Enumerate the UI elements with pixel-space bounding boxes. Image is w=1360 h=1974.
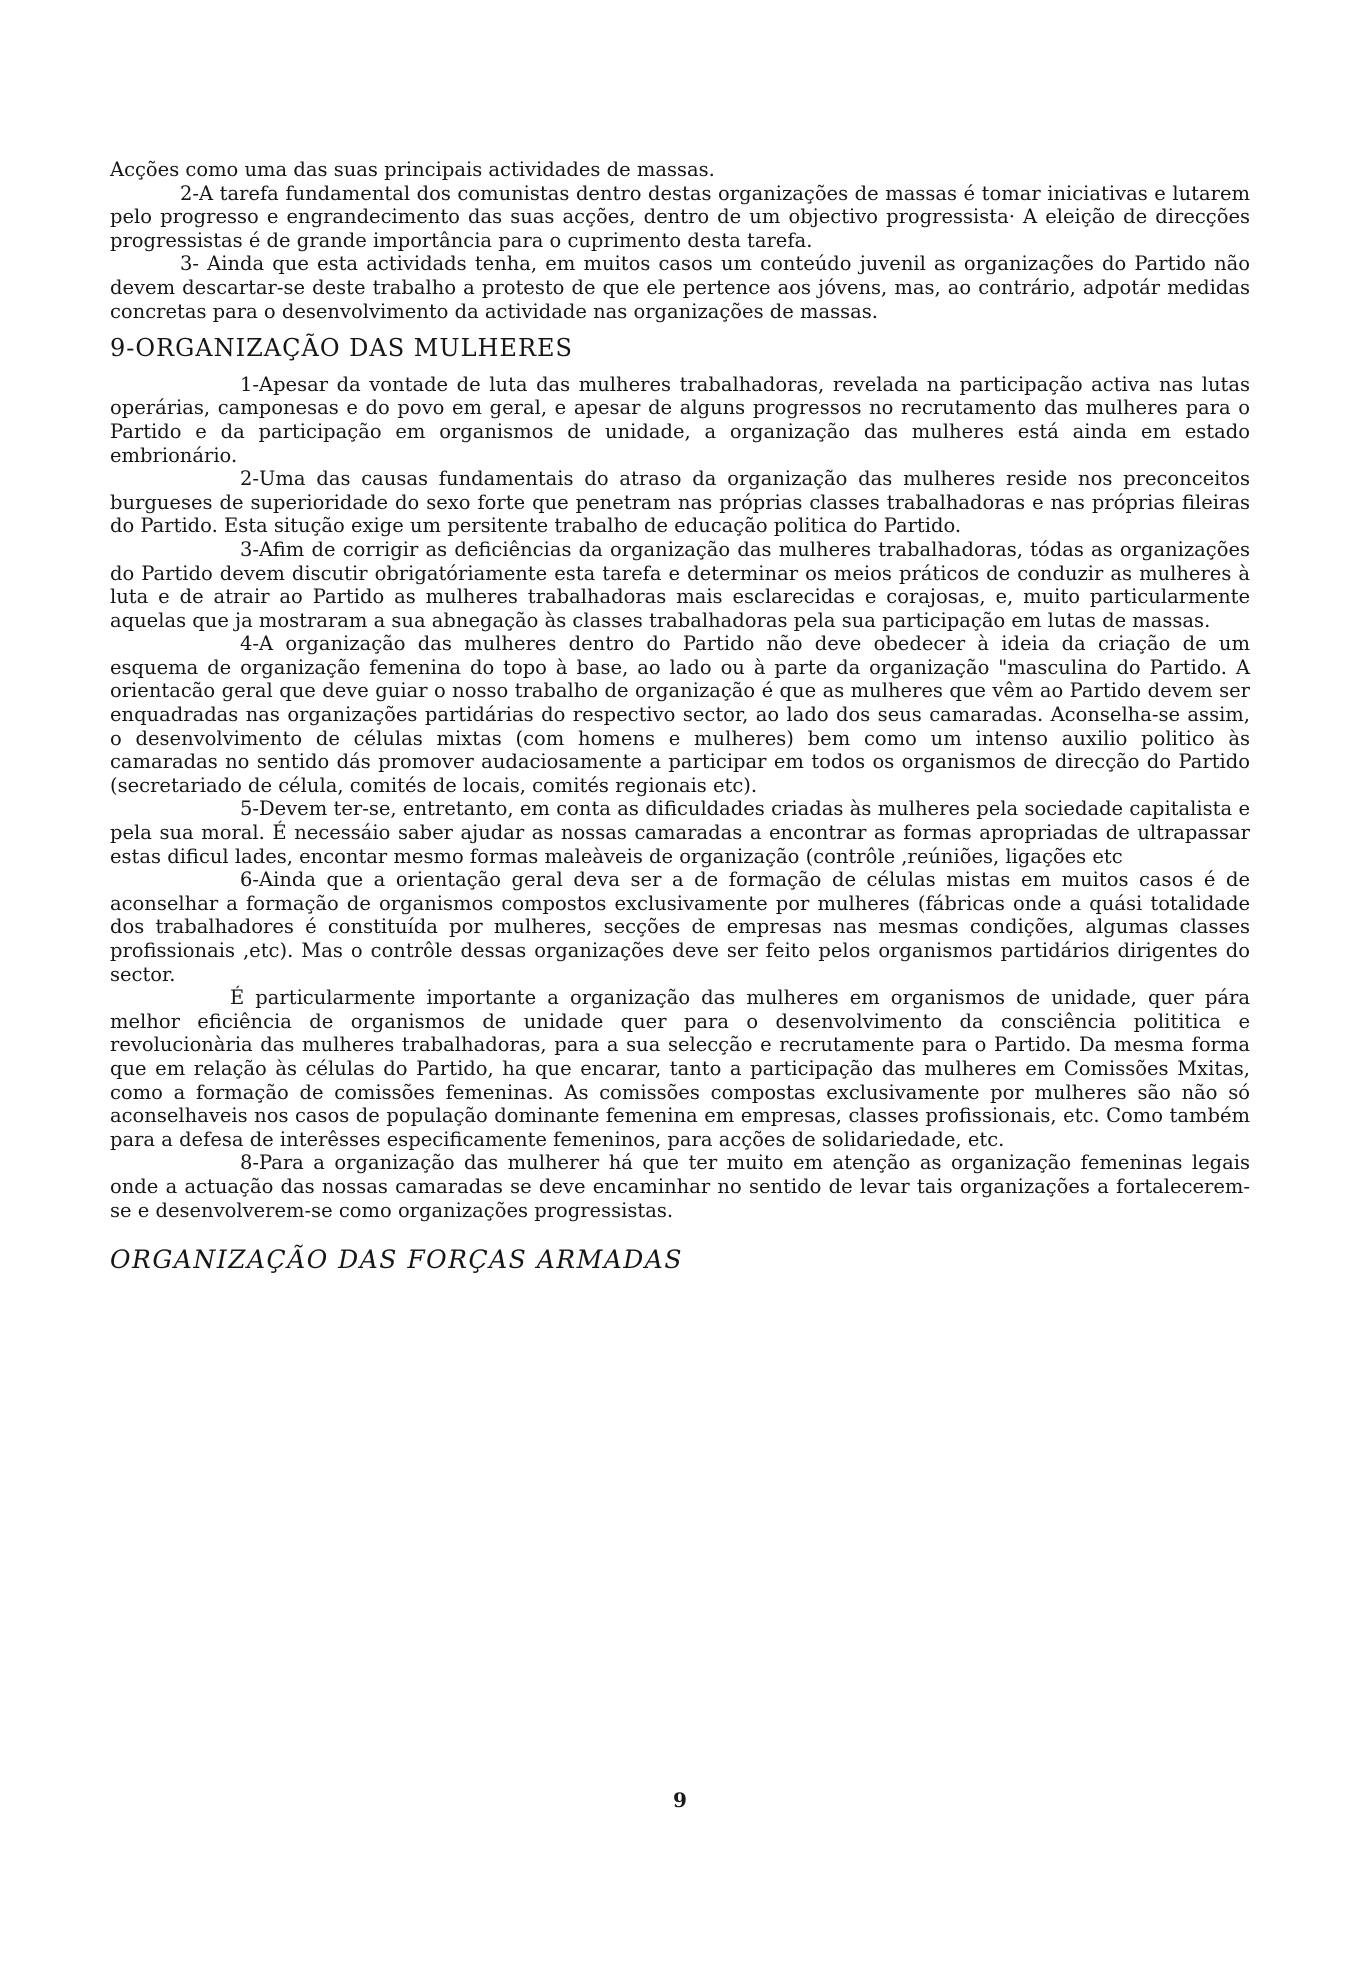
section-heading-women: 9-ORGANIZAÇÃO DAS MULHERES [110,334,573,363]
paragraph-women-5: 5-Devem ter-se, entretanto, em conta as dificuldades criadas às mulheres pela sociedade capitalista e pela sua moral. É necessáio saber ajudar as nossas camaradas a encontrar as formas apropriadas de ultrapassar estas dificul lades, encontar mesmo formas maleàveis de organização (contrôle ,reúniões, ligações etc [110,797,1250,868]
paragraph-women-8: 8-Para a organização das mulherer há que ter muito em atenção as organização femeninas legais onde a actuação das nossas camaradas se deve encaminhar no sentido de levar tais organizações a fortalecerem-se e desenvolverem-se como organizações progressistas. [110,1151,1250,1222]
paragraph-women-1: 1-Apesar da vontade de luta das mulheres trabalhadoras, revelada na participação activa nas lutas operárias, camponesas e do povo em geral, e apesar de alguns progressos no recrutamento das mulheres para o Partido e da participação em organismos de unidade, a organização das mulheres está ainda em estado embrionário. [110,372,1250,467]
paragraph-women-6: 6-Ainda que a orientação geral deva ser a de formação de células mistas em muitos casos é de aconselhar a formação de organismos compostos exclusivamente por mulheres (fábricas onde a quási totalidade dos trabalhadores é constituída por mulheres, secções de empresas nas mesmas condições, algumas classes profissionais ,etc). Mas o contrôle dessas organizações deve ser feito pelos organismos partidários dirigentes do sector. [110,868,1250,986]
page-number: 9 [673,1788,687,1812]
document-page [110,158,1250,1284]
paragraph-women-3: 3-Afim de corrigir as deficiências da organização das mulheres trabalhadoras, tódas as organizações do Partido devem discutir obrigatóriamente esta tarefa e determinar os meios práticos de conduzir as mulheres à luta e de atrair ao Partido as mulheres trabalhadoras mais esclarecidas e corajosas, e, muito particularmente aquelas que ja mostraram a sua abnegação às classes trabalhadoras pela sua participação em lutas de massas. [110,537,1250,632]
paragraph-intro-2: 2-A tarefa fundamental dos comunistas dentro destas organizações de massas é tomar iniciativas e lutarem pelo progresso e engrandecimento das suas acções, dentro de um objectivo progressista· A eleição de direcções progressistas é de grande importância para o cuprimento desta tarefa. [110,181,1250,252]
paragraph-women-2: 2-Uma das causas fundamentais do atraso da organização das mulheres reside nos preconceitos burgueses de superioridade do sexo forte que penetram nas próprias classes trabalhadoras e nas próprias fileiras do Partido. Esta situção exige um persitente trabalho de educação politica do Partido. [110,467,1250,538]
paragraph-women-4: 4-A organização das mulheres dentro do Partido não deve obedecer à ideia da criação de um esquema de organização femenina do topo à base, ao lado ou à parte da organização "masculina do Partido. A orientacão geral que deve guiar o nosso trabalho de organização é que as mulheres que vêm ao Partido devem ser enquadradas nas organizações partidárias do respectivo sector, ao lado dos seus camaradas. Aconselha-se assim, o desenvolvimento de células mixtas (com homens e mulheres) bem como um intenso auxilio politico às camaradas no sentido dás promover audaciosamente a participar em todos os organismos de direcção do Partido (secretariado de célula, comités de locais, comités regionais etc). [110,632,1250,797]
section-heading-armed-forces: ORGANIZAÇÃO DAS FORÇAS ARMADAS [110,1245,683,1275]
paragraph-women-7: É particularmente importante a organização das mulheres em organismos de unidade, quer pára melhor eficiência de organismos de unidade quer para o desenvolvimento da consciência polititica e revolucionària das mulheres trabalhadoras, para a sua selecção e recrutamente para o Partido. Da mesma forma que em relação às células do Partido, ha que encarar, tanto a participação das mulheres em Comissões Mxitas, como a formação de comissões femeninas. As comissões compostas exclusivamente por mulheres são não só aconselhaveis nos casos de população dominante femenina em empresas, classes profissionais, etc. Como também para a defesa de interêsses especificamente femeninos, para acções de solidariedade, etc. [110,986,1250,1151]
paragraph-intro-3: 3- Ainda que esta actividads tenha, em muitos casos um conteúdo juvenil as organizações do Partido não devem descartar-se deste trabalho a protesto de que ele pertence aos jóvens, mas, ao contrário, adpotár medidas concretas para o desenvolvimento da actividade nas organizações de massas. [110,252,1250,323]
paragraph-intro-0: Acções como uma das suas principais actividades de massas. [110,158,715,181]
